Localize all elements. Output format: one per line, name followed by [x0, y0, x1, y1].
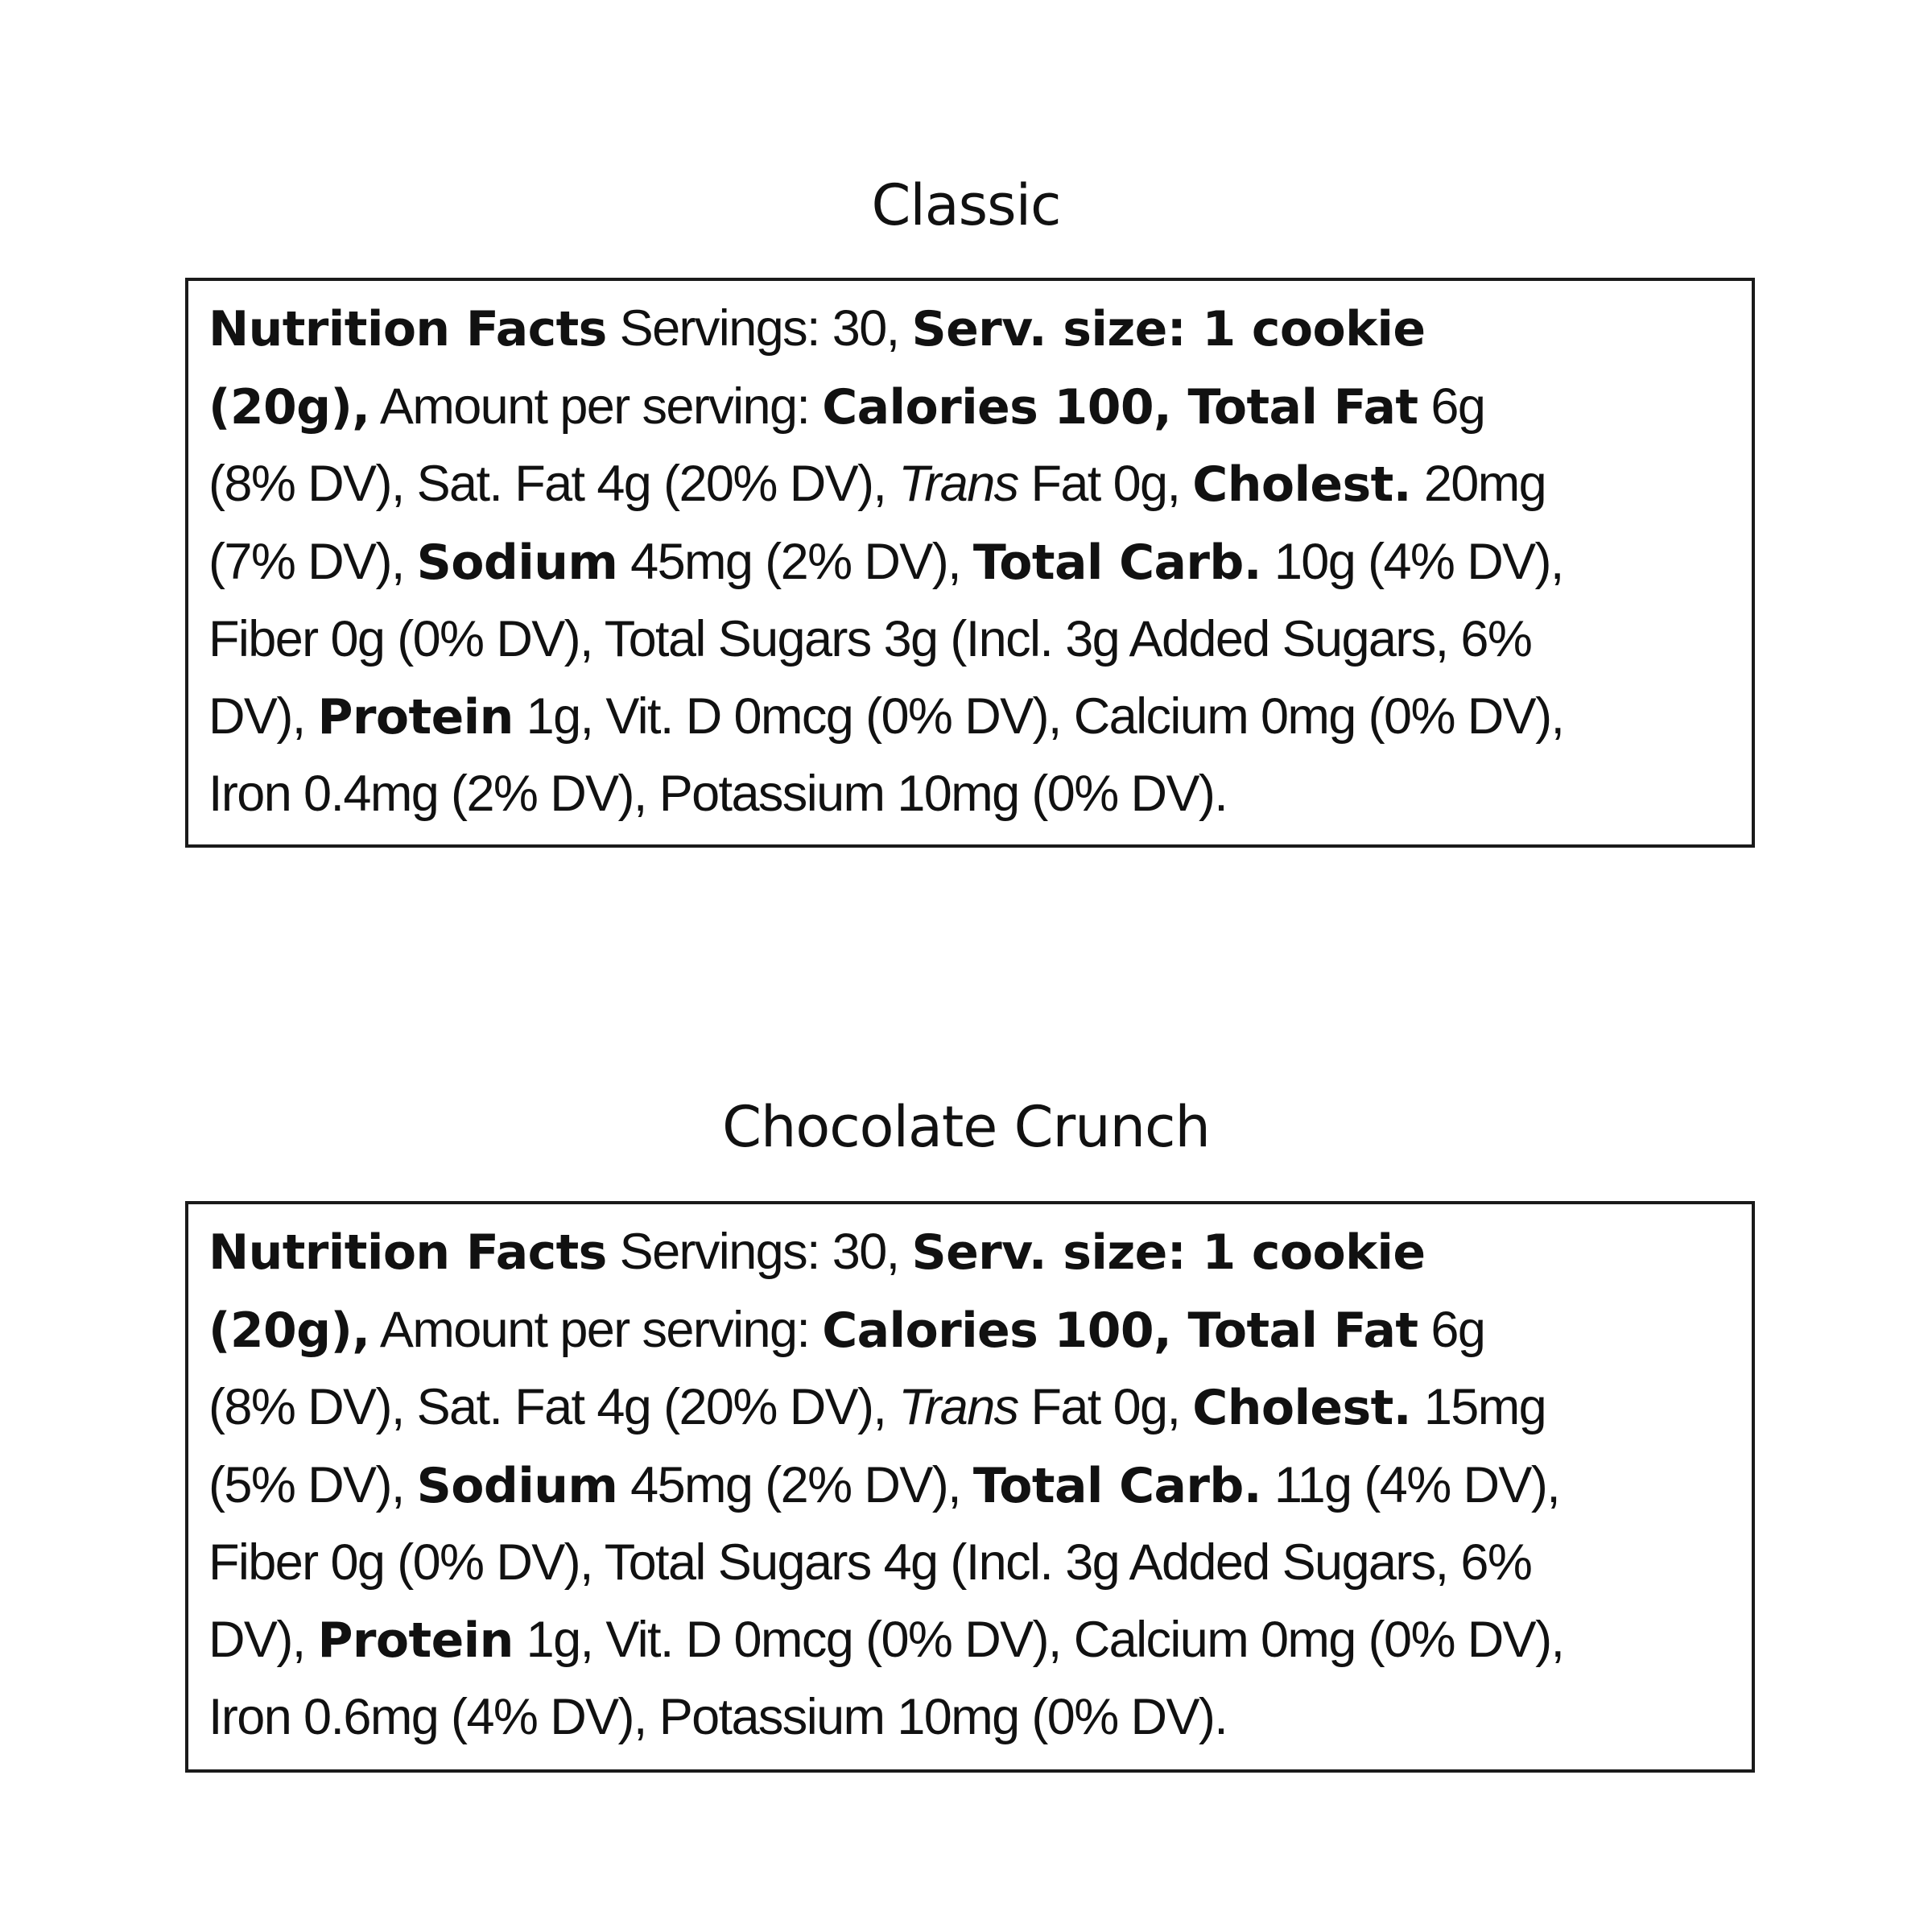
facts-line: [208, 1447, 1736, 1525]
nutrient-heading: Calories 100, Total Fat: [822, 1302, 1418, 1359]
nutrient-heading: Sodium: [416, 1457, 618, 1514]
nutrient-heading: Cholest.: [1192, 456, 1411, 513]
nutrient-heading: Sodium: [416, 534, 618, 591]
nutrient-heading: Cholest.: [1192, 1380, 1411, 1436]
variant-title-chocolate-crunch: Chocolate Crunch: [722, 1094, 1210, 1160]
nutrient-text: 6g: [1418, 378, 1485, 435]
facts-line: [208, 1679, 1736, 1757]
nutrition-facts-panel-chocolate-crunch: [185, 1201, 1755, 1773]
nutrient-text: Amount per serving:: [369, 378, 823, 435]
nutrient-text: Fat 0g,: [1018, 1379, 1193, 1435]
nutrient-text: Fiber 0g (0% DV), Total Sugars 3g (Incl. 3g Added Sugars, 6%: [208, 611, 1532, 667]
nutrient-text: 45mg (2% DV),: [617, 533, 973, 590]
nutrient-heading: Protein: [317, 1612, 514, 1669]
nutrient-text: 10g (4% DV),: [1261, 533, 1563, 590]
facts-line: [208, 1292, 1736, 1370]
facts-line: [208, 1525, 1736, 1602]
nutrient-text: Servings: 30,: [606, 300, 912, 357]
nutrient-heading: Serv. size: 1 cookie: [911, 301, 1426, 357]
facts-line: [208, 1369, 1736, 1447]
nutrient-text: Iron 0.4mg (2% DV), Potassium 10mg (0% DV).: [208, 766, 1228, 822]
nutrient-text: Amount per serving:: [369, 1301, 823, 1358]
nutrient-text: 45mg (2% DV),: [617, 1456, 973, 1513]
facts-line: [208, 756, 1736, 833]
nutrient-text: 6g: [1418, 1301, 1485, 1358]
nutrient-heading: Serv. size: 1 cookie: [911, 1224, 1426, 1281]
nutrient-text: Servings: 30,: [606, 1224, 912, 1280]
nutrient-text: (5% DV),: [208, 1456, 417, 1513]
nutrient-heading: (20g),: [208, 378, 370, 436]
nutrient-qualifier: Trans: [898, 456, 1018, 512]
nutrient-text: 1g, Vit. D 0mcg (0% DV), Calcium 0mg (0% DV),: [513, 687, 1564, 745]
nutrient-text: 20mg: [1410, 456, 1546, 512]
nutrient-text: 11g (4% DV),: [1261, 1456, 1560, 1513]
facts-line: [208, 1214, 1736, 1292]
facts-line: [208, 291, 1736, 369]
nutrient-text: 1g, Vit. D 0mcg (0% DV), Calcium 0mg (0% DV),: [513, 1611, 1564, 1668]
facts-line: [208, 601, 1736, 679]
nutrient-heading: Nutrition Facts: [208, 1224, 607, 1281]
nutrient-heading: (20g),: [208, 1302, 370, 1359]
nutrient-heading: Nutrition Facts: [208, 301, 607, 357]
nutrient-text: (7% DV),: [208, 533, 417, 590]
nutrient-heading: Total Carb.: [972, 1457, 1261, 1514]
facts-line: [208, 679, 1736, 757]
facts-line: [208, 446, 1736, 524]
nutrient-text: (8% DV), Sat. Fat 4g (20% DV),: [208, 456, 899, 512]
nutrient-text: 15mg: [1410, 1379, 1546, 1435]
nutrient-heading: Total Carb.: [972, 534, 1261, 591]
facts-line: [208, 369, 1736, 447]
nutrient-qualifier: Trans: [898, 1379, 1018, 1435]
nutrient-text: DV),: [208, 1611, 318, 1668]
nutrient-text: Fiber 0g (0% DV), Total Sugars 4g (Incl. 3g Added Sugars, 6%: [208, 1534, 1532, 1591]
facts-line: [208, 524, 1736, 602]
nutrient-text: Iron 0.6mg (4% DV), Potassium 10mg (0% DV).: [208, 1689, 1228, 1745]
nutrient-text: DV),: [208, 687, 318, 745]
nutrient-heading: Calories 100, Total Fat: [822, 378, 1418, 436]
facts-line: [208, 1602, 1736, 1680]
nutrition-facts-panel-classic: [185, 278, 1755, 848]
nutrient-text: (8% DV), Sat. Fat 4g (20% DV),: [208, 1379, 899, 1435]
nutrient-text: Fat 0g,: [1018, 456, 1193, 512]
nutrient-heading: Protein: [317, 688, 514, 745]
variant-title-classic: Classic: [871, 172, 1061, 238]
